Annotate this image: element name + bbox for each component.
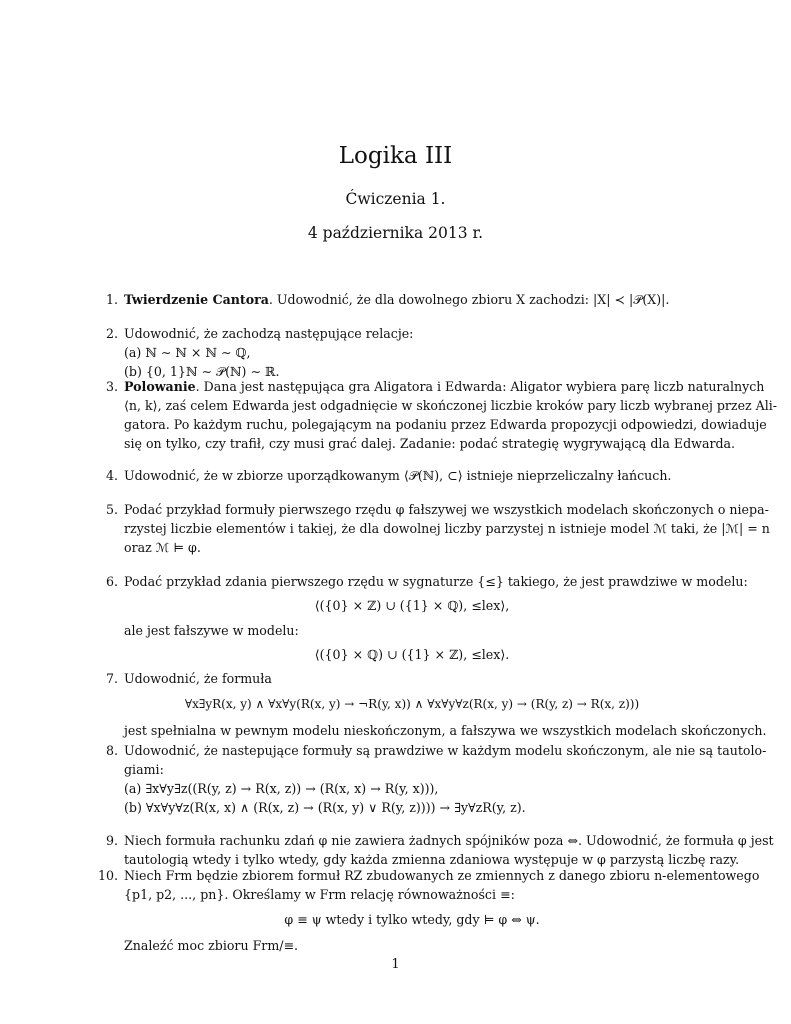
- exercise-number: 4.: [105, 468, 118, 483]
- exercise-text-2: Znaleźć moc zbioru Frm/≡.: [124, 938, 299, 953]
- exercise-line: Niech Frm będzie zbiorem formuł RZ zbudowanych ze zmiennych z danego zbioru n-elementowego: [124, 868, 760, 883]
- exercise-text-2: ale jest fałszywe w modelu:: [124, 623, 299, 638]
- exercise-number: 10.: [97, 868, 118, 883]
- exercise-text: Udowodnić, że w zbiorze uporządkowanym ⟨𝒫(ℕ), ⊂⟩ istnieje nieprzeliczalny łańcuch.: [124, 468, 672, 483]
- exercise-number: 1.: [105, 292, 118, 307]
- exercise-subitem-a: (a) ∃x∀y∃z((R(y, z) → R(x, z)) → (R(x, x) → R(y, x))),: [124, 781, 439, 796]
- exercise-number: 5.: [105, 502, 118, 517]
- exercise-4: [105, 466, 700, 485]
- exercise-line: gatora. Po każdym ruchu, polegającym na podaniu przez Edwarda propozycji odpowiedzi, dowiaduje: [124, 417, 767, 432]
- exercise-subitem-a: (a) ℕ ∼ ℕ × ℕ ∼ ℚ,: [124, 345, 251, 360]
- page-subtitle: Ćwiczenia 1.: [345, 190, 446, 208]
- exercise-text: . Dana jest następująca gra Aligatora i Edwarda: Aligator wybiera parę liczb naturalnych: [195, 379, 765, 394]
- exercise-number: 3.: [105, 379, 118, 394]
- exercise-line: Niech formuła rachunku zdań φ nie zawiera żadnych spójników poza ⇔. Udowodnić, że formuła φ jest: [124, 833, 774, 848]
- exercise-line: {p1, p2, ..., pn}. Określamy w Frm relację równoważności ≡:: [124, 887, 515, 902]
- exercise-1: [105, 290, 700, 309]
- exercise-3: [105, 377, 778, 453]
- exercise-bold-title: Polowanie: [124, 379, 196, 394]
- exercise-10: [97, 866, 760, 955]
- exercise-line: oraz ℳ ⊨ φ.: [124, 540, 201, 555]
- exercise-number: 7.: [105, 671, 118, 686]
- exercise-number: 6.: [105, 574, 118, 589]
- exercise-7: [105, 669, 767, 740]
- exercise-2: [105, 324, 700, 381]
- exercise-8: [105, 741, 767, 817]
- exercise-number: 8.: [105, 743, 118, 758]
- exercise-line: tautologią wtedy i tylko wtedy, gdy każda zmienna zdaniowa występuje w φ parzystą liczbę razy.: [124, 852, 740, 867]
- exercise-text: Udowodnić, że formuła: [124, 671, 272, 686]
- exercise-line: Udowodnić, że nastepujące formuły są prawdziwe w każdym modelu skończonym, ale nie są tautolo-: [124, 743, 767, 758]
- exercise-5: [105, 500, 770, 557]
- exercise-bold-title: Twierdzenie Cantora: [124, 292, 269, 307]
- exercise-line: giami:: [124, 762, 164, 777]
- display-formula: ∀x∃yR(x, y) ∧ ∀x∀y(R(x, y) → ¬R(y, x)) ∧ ∀x∀y∀z(R(x, y) → (R(y, z) → R(x, z))): [184, 697, 640, 711]
- exercise-text: Udowodnić, że zachodzą następujące relacje:: [124, 326, 414, 341]
- exercise-line: się on tylko, czy trafił, czy musi grać dalej. Zadanie: podać strategię wygrywającą dla Edwarda.: [124, 436, 736, 451]
- exercise-line: Podać przykład formuły pierwszego rzędu φ fałszywej we wszystkich modelach skończonych o niepa-: [124, 502, 769, 517]
- exercise-line: [124, 290, 700, 309]
- exercise-subitem-b: (b) {0, 1}ℕ ∼ 𝒫(ℕ) ∼ ℝ.: [124, 364, 280, 379]
- display-formula: φ ≡ ψ wtedy i tylko wtedy, gdy ⊨ φ ⇔ ψ.: [284, 912, 540, 927]
- exercise-subitem-b: (b) ∀x∀y∀z(R(x, x) ∧ (R(x, z) → (R(x, y) ∨ R(y, z)))) → ∃y∀zR(y, z).: [124, 800, 526, 815]
- exercise-number: 2.: [105, 326, 118, 341]
- exercise-text: Podać przykład zdania pierwszego rzędu w sygnaturze {≤} takiego, że jest prawdziwe w modelu:: [124, 574, 748, 589]
- page-title: Logika III: [338, 143, 453, 169]
- exercise-line: [124, 377, 765, 396]
- page-number: 1: [391, 957, 400, 972]
- page-date: 4 października 2013 r.: [307, 224, 484, 242]
- exercise-text-2: jest spełnialna w pewnym modelu nieskończonym, a fałszywa we wszystkich modelach skończonych.: [124, 723, 767, 738]
- exercise-9: [105, 831, 774, 869]
- exercise-number: 9.: [105, 833, 118, 848]
- exercise-text: . Udowodnić, że dla dowolnego zbioru X zachodzi: |X| ≺ |𝒫(X)|.: [268, 292, 670, 307]
- display-formula-1: ⟨({0} × ℤ) ∪ ({1} × ℚ), ≤lex⟩,: [314, 598, 510, 613]
- exercise-line: rzystej liczbie elementów i takiej, że dla dowolnej liczby parzystej n istnieje model ℳ taki, że |ℳ| = n: [124, 521, 770, 536]
- display-formula-2: ⟨({0} × ℚ) ∪ ({1} × ℤ), ≤lex⟩.: [314, 647, 510, 662]
- exercise-line: ⟨n, k⟩, zaś celem Edwarda jest odgadnięcie w skończonej liczbie kroków pary liczb wybranej przez Ali-: [124, 398, 778, 413]
- exercise-6: [105, 572, 748, 664]
